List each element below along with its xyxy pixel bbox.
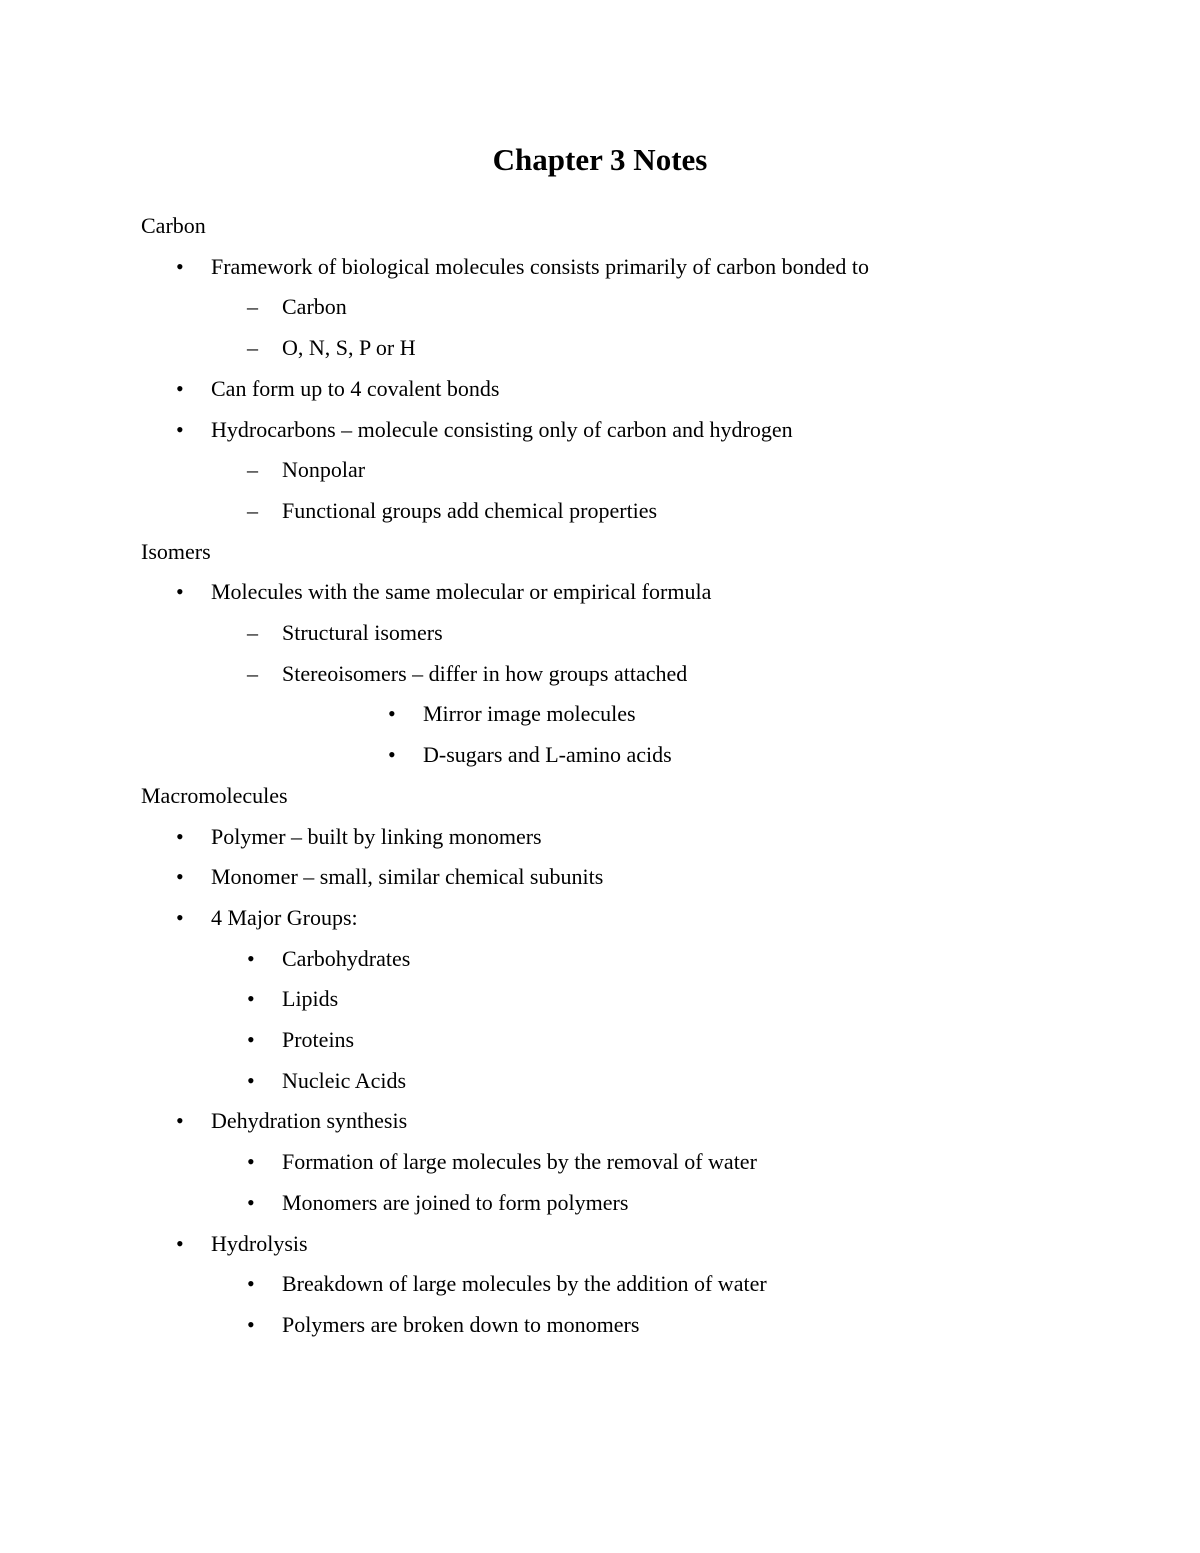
bullet-marker: •	[247, 1271, 255, 1296]
bullet-marker: •	[247, 1068, 255, 1093]
list-item: 4 Major Groups:	[211, 905, 358, 930]
list-item: Mirror image molecules	[423, 701, 636, 726]
dash-marker: –	[247, 498, 258, 523]
bullet-marker: •	[247, 1312, 255, 1337]
list-item: Polymers are broken down to monomers	[282, 1312, 640, 1337]
bullet-marker: •	[247, 1190, 255, 1215]
list-item: Can form up to 4 covalent bonds	[211, 376, 500, 401]
list-item: Carbon	[282, 294, 347, 319]
bullet-marker: •	[247, 1149, 255, 1174]
bullet-marker: •	[388, 742, 396, 767]
list-item: Functional groups add chemical properties	[282, 498, 658, 523]
list-item: Molecules with the same molecular or empirical formula	[211, 579, 712, 604]
bullet-marker: •	[176, 579, 184, 604]
list-item: Hydrocarbons – molecule consisting only of carbon and hydrogen	[211, 417, 793, 442]
bullet-marker: •	[247, 986, 255, 1011]
list-item: Polymer – built by linking monomers	[211, 824, 542, 849]
list-item: Monomers are joined to form polymers	[282, 1190, 629, 1215]
list-item: Breakdown of large molecules by the addition of water	[282, 1271, 767, 1296]
bullet-marker: •	[176, 864, 184, 889]
list-item: Nucleic Acids	[282, 1068, 407, 1093]
section-heading: Isomers	[141, 539, 211, 564]
page-title: Chapter 3 Notes	[492, 142, 708, 177]
list-item: O, N, S, P or H	[282, 335, 416, 360]
bullet-marker: •	[176, 376, 184, 401]
list-item: Monomer – small, similar chemical subunits	[211, 864, 604, 889]
bullet-marker: •	[176, 905, 184, 930]
bullet-marker: •	[176, 1108, 184, 1133]
list-item: Dehydration synthesis	[211, 1108, 408, 1133]
dash-marker: –	[247, 457, 258, 482]
list-item: Lipids	[282, 986, 339, 1011]
dash-marker: –	[247, 661, 258, 686]
list-item: Carbohydrates	[282, 946, 411, 971]
list-item: Structural isomers	[282, 620, 443, 645]
section-heading: Macromolecules	[141, 783, 288, 808]
list-item: Stereoisomers – differ in how groups attached	[282, 661, 688, 686]
list-item: Nonpolar	[282, 457, 366, 482]
bullet-marker: •	[176, 824, 184, 849]
bullet-marker: •	[247, 1027, 255, 1052]
dash-marker: –	[247, 620, 258, 645]
bullet-marker: •	[388, 701, 396, 726]
dash-marker: –	[247, 335, 258, 360]
section-heading: Carbon	[141, 213, 206, 238]
list-item: D-sugars and L-amino acids	[423, 742, 672, 767]
bullet-marker: •	[247, 946, 255, 971]
list-item: Hydrolysis	[211, 1231, 308, 1256]
bullet-marker: •	[176, 254, 184, 279]
list-item: Framework of biological molecules consists primarily of carbon bonded to	[211, 254, 870, 279]
bullet-marker: •	[176, 1231, 184, 1256]
bullet-marker: •	[176, 417, 184, 442]
list-item: Formation of large molecules by the removal of water	[282, 1149, 757, 1174]
dash-marker: –	[247, 294, 258, 319]
list-item: Proteins	[282, 1027, 355, 1052]
